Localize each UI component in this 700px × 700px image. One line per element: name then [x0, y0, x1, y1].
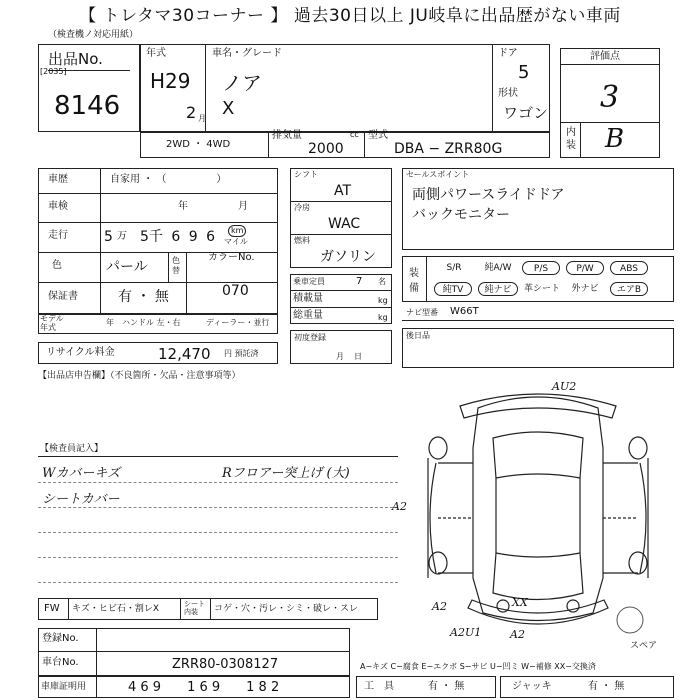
doors-label: ドア: [498, 48, 518, 59]
name-label: 車名・グレード: [212, 48, 282, 59]
shape-value: ワゴン: [503, 104, 549, 122]
mark-rear-left: A2: [432, 600, 447, 613]
mileage-digits: 5千 6 9 6: [140, 229, 215, 245]
first-reg-unit: 月日: [336, 352, 372, 361]
note-2: シートカバー: [42, 492, 120, 507]
sales-line-2: バックモニター: [412, 207, 510, 223]
score-value: 3: [600, 80, 620, 115]
wheel-rr: [629, 552, 647, 574]
disp-unit: cc: [350, 130, 359, 139]
inspector-label: 【検査員記入】: [40, 444, 104, 454]
recycle-label: リサイクル料金: [46, 347, 115, 358]
grade: X: [222, 98, 235, 119]
wheel-fl: [429, 437, 447, 459]
back-order-box: [402, 328, 674, 368]
jack-value: 有 ・ 無: [588, 681, 625, 692]
tools-value: 有 ・ 無: [428, 681, 465, 692]
interior-value: B: [605, 124, 625, 154]
model-year-unit: 年: [106, 318, 114, 327]
fuel-label: 燃料: [294, 236, 310, 245]
equip-alloy: 純A/W: [484, 263, 512, 273]
equip-pw: P/W: [566, 261, 604, 275]
month-value: 2: [186, 103, 197, 122]
equip-ext-navi: 外ナビ: [571, 284, 599, 294]
mileage-man: 5: [104, 229, 113, 245]
stamp-code: [2035]: [40, 67, 67, 76]
repaint-label: 色替: [172, 256, 180, 275]
banner-title: 【 トレタマ30コーナー 】 過去30日以上 JU岐阜に出品歴がない車両: [0, 0, 700, 32]
equip-airbag: エアB: [610, 282, 648, 296]
shift-value: AT: [334, 183, 352, 199]
chassis-label: 車台No.: [42, 657, 79, 668]
ac-value: WAC: [328, 216, 361, 232]
spare-tire-icon: [617, 607, 643, 633]
mile-label: マイル: [224, 237, 248, 246]
load-unit: kg: [378, 296, 388, 305]
car-name: ノア: [222, 71, 262, 95]
color-no-label: カラーNo.: [208, 252, 255, 263]
lot-label: 出品No.: [48, 50, 103, 68]
first-reg-label: 初度登録: [294, 333, 326, 342]
history-label: 車歴: [48, 174, 68, 185]
cert-dimensions: 4 6 9 1 6 9 1 8 2: [128, 680, 280, 695]
drive-label: 2WD ・ 4WD: [166, 139, 231, 150]
fw-label: FW: [44, 603, 60, 614]
history-value: 自家用 ・ （ ）: [110, 174, 227, 185]
model-code: DBA − ZRR80G: [394, 141, 503, 157]
seat-label: シート内装: [184, 600, 205, 616]
month-unit: 月: [198, 114, 206, 123]
notice-label: 【出品店申告欄】（不良箇所・欠品・注意事項等）: [38, 371, 241, 381]
seat-items: コゲ・穴・汚レ・シミ・破レ・スレ: [214, 604, 359, 614]
mark-roof: AU2: [552, 380, 577, 393]
warranty-label: 保証書: [48, 291, 78, 302]
sales-line-1: 両側パワースライドドア: [412, 187, 565, 203]
recycle-unit: 円 預託済: [224, 349, 259, 358]
form-note: （検査機ノ対応用紙）: [48, 30, 139, 40]
damage-legend: A−キズ C−腐食 E−エクボ S−サビ U−凹ミ W−補修 XX−交換済: [360, 662, 596, 671]
capacity-value: 7: [356, 276, 363, 287]
equipment-label: 装備: [409, 268, 419, 294]
sales-label: セールスポイント: [406, 170, 470, 179]
windshield-outline: [493, 432, 583, 478]
cert-label: 車庫証明用: [41, 682, 87, 692]
note-1: Wカバーキズ: [42, 466, 121, 481]
equip-ps: P/S: [522, 261, 560, 275]
displacement: 2000: [308, 141, 344, 157]
note-3: Rフロアー突上げ (大): [222, 466, 350, 481]
mark-rear-right: A2: [510, 628, 525, 641]
equip-navi: 純ナビ: [478, 282, 518, 296]
interior-label: 内装: [566, 127, 576, 151]
navi-model: W66T: [450, 306, 479, 317]
model-label: 型式: [368, 130, 388, 141]
model-year-label: モデル年式: [40, 314, 64, 332]
lot-number: 8146: [54, 91, 121, 121]
wheel-rl: [429, 552, 447, 574]
spare-label: スペア: [630, 641, 658, 651]
mileage-label: 走行: [48, 230, 68, 241]
navi-label: ナビ型番: [406, 308, 438, 317]
score-label: 評価点: [590, 51, 620, 62]
gross-label: 総重量: [293, 310, 323, 321]
color-value: パール: [106, 259, 148, 275]
equip-leather: 革シート: [523, 284, 560, 294]
equip-abs: ABS: [610, 261, 648, 275]
reg-label: 登録No.: [42, 633, 79, 644]
wheel-fr: [629, 437, 647, 459]
car-body-outline: [473, 397, 603, 621]
rear-window-outline: [493, 553, 583, 600]
warranty-value: 有 ・ 無: [118, 289, 169, 305]
tools-label: 工 具: [364, 681, 394, 692]
gross-unit: kg: [378, 313, 388, 322]
equip-tv: 純TV: [434, 282, 472, 296]
fuel-value: ガソリン: [320, 249, 376, 265]
doors-value: 5: [518, 62, 530, 83]
year-label: 年式: [146, 48, 166, 59]
dealer-label: ディーラー・並行: [206, 318, 270, 327]
ac-label: 冷房: [294, 203, 310, 212]
handle-label: ハンドル 左・右: [122, 318, 181, 327]
recycle-value: 12,470: [158, 345, 211, 363]
color-no: 070: [222, 283, 249, 299]
color-label: 色: [52, 260, 62, 271]
load-label: 積載量: [293, 293, 323, 304]
back-order-label: 後日品: [406, 331, 430, 340]
shape-label: 形状: [498, 88, 518, 99]
chassis-number: ZRR80-0308127: [172, 657, 279, 672]
disp-label: 排気量: [272, 130, 302, 141]
shift-label: シフト: [294, 170, 318, 179]
mark-rear-bumper: A2U1: [450, 626, 482, 639]
jack-label: ジャッキ: [512, 681, 552, 692]
inspection-value: 年 月: [178, 201, 248, 212]
mileage-man-unit: 万: [117, 231, 127, 242]
mark-exchange: XX: [512, 596, 528, 609]
fw-items: キズ・ヒビ石・割レX: [72, 604, 159, 614]
equip-sr: S/R: [446, 263, 462, 273]
mark-left-side: A2: [392, 500, 407, 513]
year-value: H29: [150, 69, 191, 93]
km-mark: km: [228, 225, 246, 237]
inspection-label: 車検: [48, 201, 68, 212]
capacity-unit: 名: [378, 277, 386, 286]
capacity-label: 乗車定員: [293, 277, 325, 286]
